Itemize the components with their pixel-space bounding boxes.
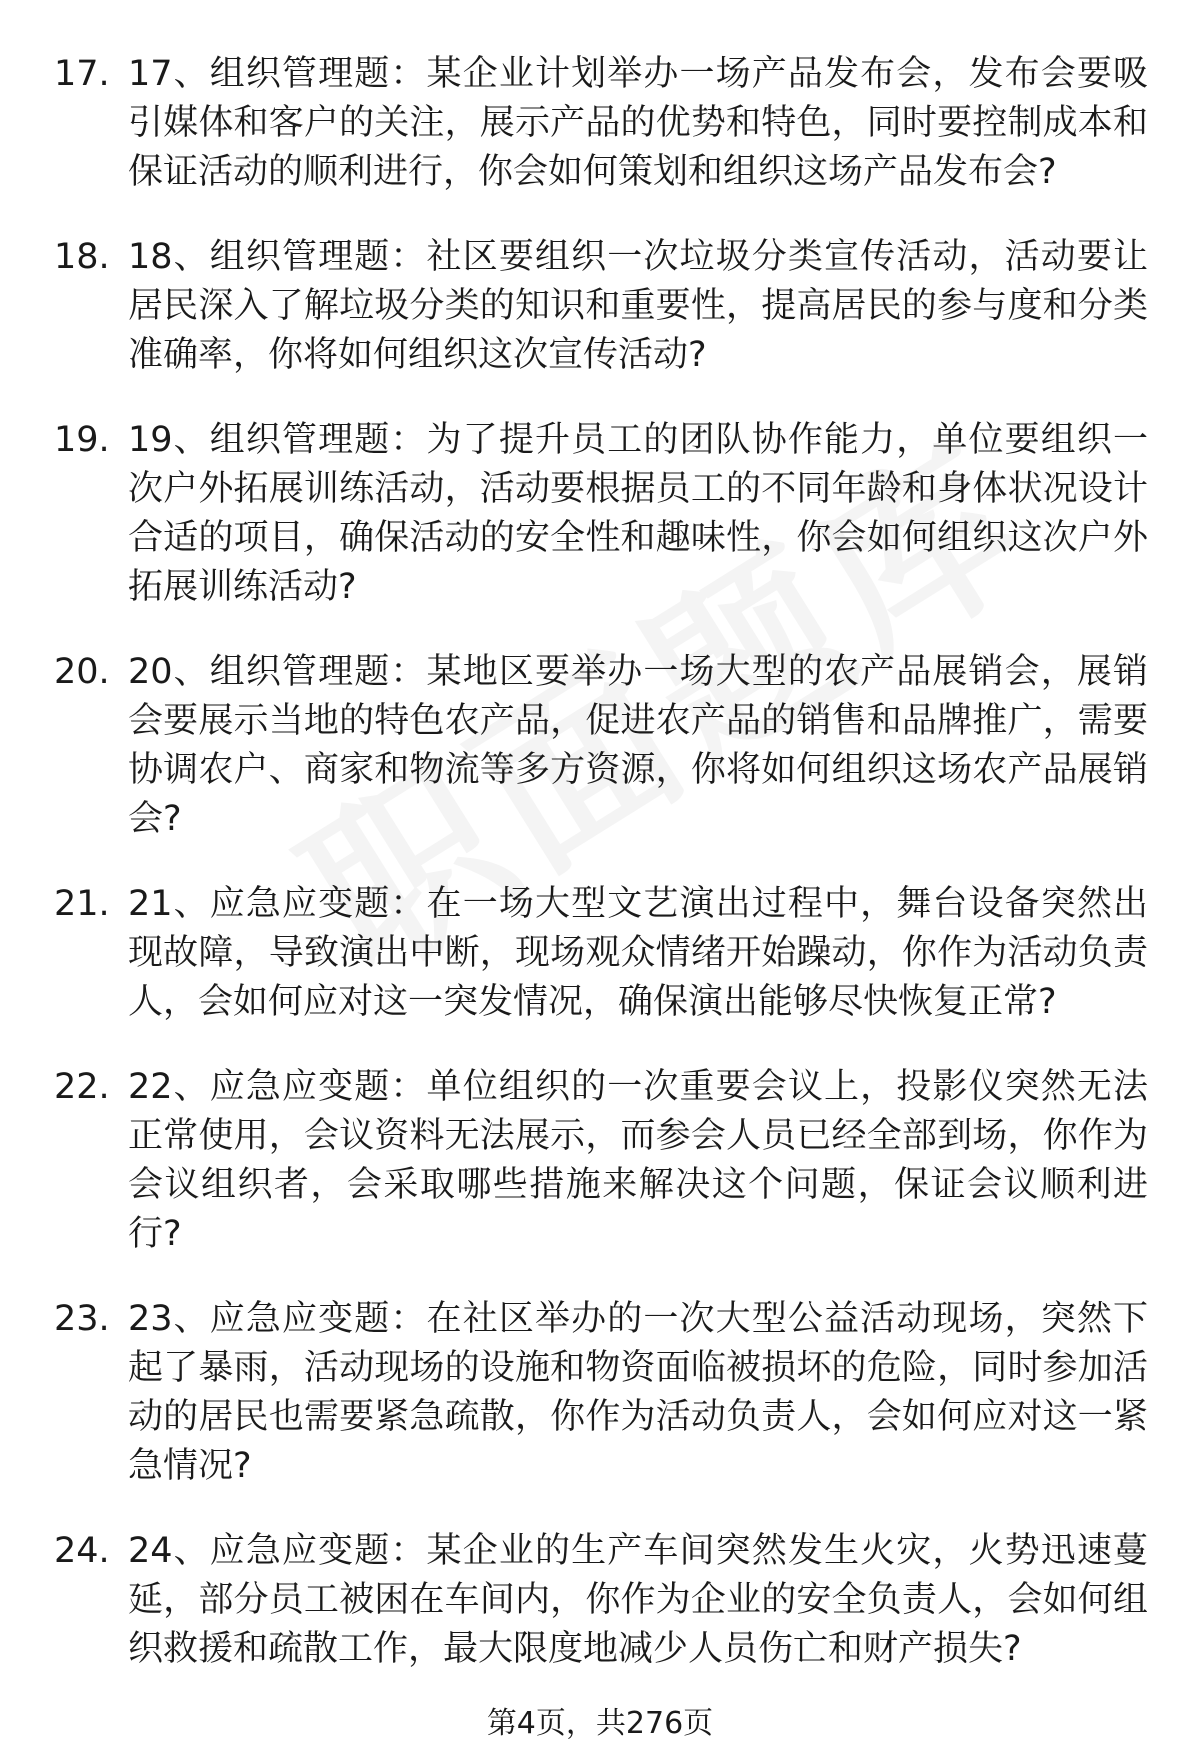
question-text: 23、应急应变题：在社区举办的一次大型公益活动现场，突然下起了暴雨，活动现场的设施和物资面临被损坏的危险，同时参加活动的居民也需要紧急疏散，你作为活动负责人，会如何应对这一紧急情况? xyxy=(128,1299,1148,1486)
question-text: 19、组织管理题：为了提升员工的团队协作能力，单位要组织一次户外拓展训练活动，活动要根据员工的不同年龄和身体状况设计合适的项目，确保活动的安全性和趣味性，你会如何组织这次户外拓展训练活动? xyxy=(128,420,1148,607)
question-item xyxy=(0,416,1148,612)
question-text: 21、应急应变题：在一场大型文艺演出过程中，舞台设备突然出现故障，导致演出中断，现场观众情绪开始躁动，你作为活动负责人，会如何应对这一突发情况，确保演出能够尽快恢复正常? xyxy=(128,884,1148,1022)
question-number: 22. xyxy=(54,1067,110,1107)
question-item xyxy=(0,233,1148,380)
question-number: 18. xyxy=(54,237,110,277)
question-number: 23. xyxy=(54,1299,110,1339)
page-number: 第4页，共276页 xyxy=(486,1706,714,1741)
question-number: 19. xyxy=(54,420,110,460)
question-number: 17. xyxy=(54,54,110,94)
question-item xyxy=(0,50,1148,197)
question-text: 20、组织管理题：某地区要举办一场大型的农产品展销会，展销会要展示当地的特色农产品，促进农产品的销售和品牌推广，需要协调农户、商家和物流等多方资源，你将如何组织这场农产品展销会? xyxy=(128,652,1148,839)
question-item xyxy=(0,880,1148,1027)
question-item xyxy=(0,1295,1148,1491)
question-item xyxy=(0,1527,1148,1674)
question-item xyxy=(0,1063,1148,1259)
question-number: 21. xyxy=(54,884,110,924)
question-number: 20. xyxy=(54,652,110,692)
question-text: 24、应急应变题：某企业的生产车间突然发生火灾，火势迅速蔓延，部分员工被困在车间内，你作为企业的安全负责人，会如何组织救援和疏散工作，最大限度地减少人员伤亡和财产损失? xyxy=(128,1531,1148,1669)
question-item xyxy=(0,648,1148,844)
page-footer xyxy=(0,1706,1200,1742)
question-number: 24. xyxy=(54,1531,110,1571)
question-text: 17、组织管理题：某企业计划举办一场产品发布会，发布会要吸引媒体和客户的关注，展示产品的优势和特色，同时要控制成本和保证活动的顺利进行，你会如何策划和组织这场产品发布会? xyxy=(128,54,1148,192)
question-text: 18、组织管理题：社区要组织一次垃圾分类宣传活动，活动要让居民深入了解垃圾分类的知识和重要性，提高居民的参与度和分类准确率，你将如何组织这次宣传活动? xyxy=(128,237,1148,375)
question-text: 22、应急应变题：单位组织的一次重要会议上，投影仪突然无法正常使用，会议资料无法展示，而参会人员已经全部到场，你作为会议组织者，会采取哪些措施来解决这个问题，保证会议顺利进行? xyxy=(128,1067,1148,1254)
question-list xyxy=(0,50,1200,1710)
